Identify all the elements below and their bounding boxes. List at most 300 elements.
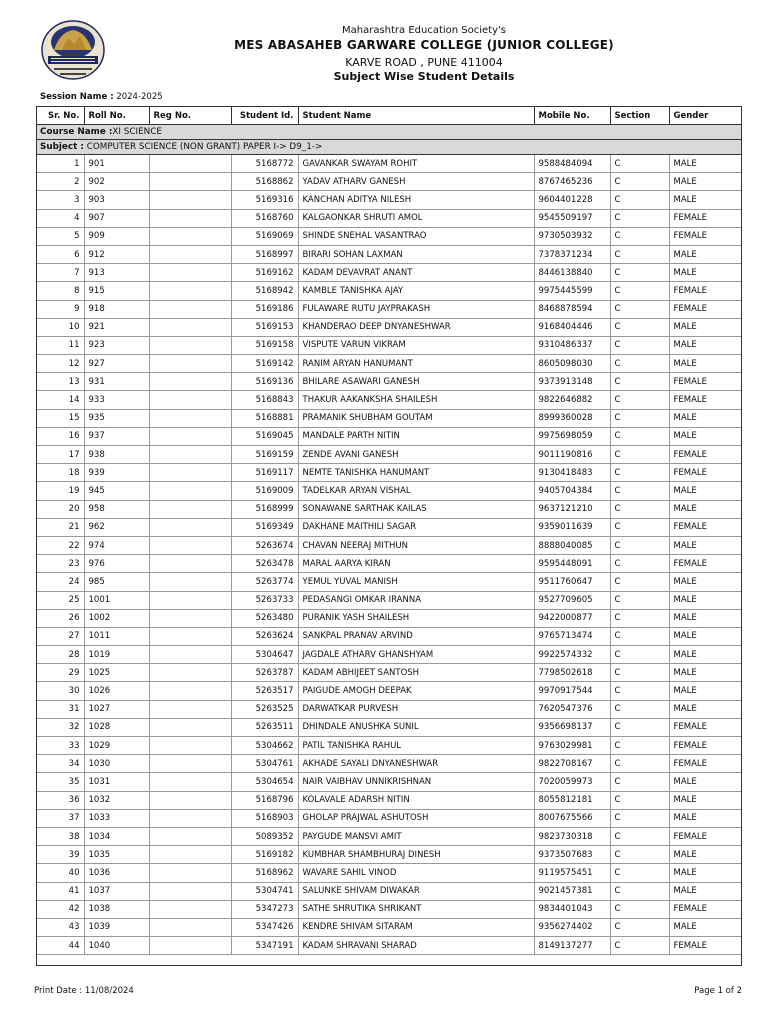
table-row: [37, 536, 741, 554]
roll-no-cell: 913: [84, 264, 149, 282]
student-name-cell: SATHE SHRUTIKA SHRIKANT: [298, 900, 534, 918]
table-row: [37, 482, 741, 500]
mobile-no-cell: 8767465236: [534, 173, 610, 191]
gender-cell: FEMALE: [669, 373, 741, 391]
section-cell: C: [610, 264, 669, 282]
subject-row: [37, 140, 741, 155]
roll-no-cell: 1028: [84, 718, 149, 736]
roll-no-cell: 938: [84, 446, 149, 464]
mobile-no-cell: 8888040085: [534, 536, 610, 554]
roll-no-cell: 1019: [84, 646, 149, 664]
student-id-cell: 5169009: [231, 482, 298, 500]
gender-cell: MALE: [669, 609, 741, 627]
reg-no-cell: [149, 355, 231, 373]
sr-no-cell: 18: [37, 464, 84, 482]
student-name-cell: CHAVAN NEERAJ MITHUN: [298, 536, 534, 554]
table-row: [37, 827, 741, 845]
section-cell: C: [610, 918, 669, 936]
gender-cell: FEMALE: [669, 937, 741, 955]
student-name-cell: KENDRE SHIVAM SITARAM: [298, 918, 534, 936]
student-id-cell: 5263624: [231, 627, 298, 645]
student-name-cell: YADAV ATHARV GANESH: [298, 173, 534, 191]
col-student-name: Student Name: [298, 107, 534, 125]
roll-no-cell: 1011: [84, 627, 149, 645]
gender-cell: FEMALE: [669, 718, 741, 736]
table-row: [37, 264, 741, 282]
gender-cell: MALE: [669, 318, 741, 336]
gender-cell: MALE: [669, 809, 741, 827]
roll-no-cell: 931: [84, 373, 149, 391]
mobile-no-cell: 8446138840: [534, 264, 610, 282]
sr-no-cell: 10: [37, 318, 84, 336]
student-name-cell: KADAM DEVAVRAT ANANT: [298, 264, 534, 282]
gender-cell: MALE: [669, 573, 741, 591]
mobile-no-cell: 9422000877: [534, 609, 610, 627]
sr-no-cell: 33: [37, 737, 84, 755]
mobile-no-cell: 7620547376: [534, 700, 610, 718]
reg-no-cell: [149, 245, 231, 263]
roll-no-cell: 974: [84, 536, 149, 554]
table-row: [37, 682, 741, 700]
gender-cell: MALE: [669, 682, 741, 700]
section-cell: C: [610, 718, 669, 736]
gender-cell: FEMALE: [669, 391, 741, 409]
student-name-cell: ZENDE AVANI GANESH: [298, 446, 534, 464]
reg-no-cell: [149, 718, 231, 736]
sr-no-cell: 37: [37, 809, 84, 827]
mobile-no-cell: 9730503932: [534, 227, 610, 245]
section-cell: C: [610, 937, 669, 955]
gender-cell: MALE: [669, 245, 741, 263]
mobile-no-cell: 8055812181: [534, 791, 610, 809]
sr-no-cell: 8: [37, 282, 84, 300]
student-name-cell: GHOLAP PRAJWAL ASHUTOSH: [298, 809, 534, 827]
student-id-cell: 5168903: [231, 809, 298, 827]
gender-cell: FEMALE: [669, 518, 741, 536]
student-id-cell: 5169162: [231, 264, 298, 282]
student-name-cell: TADELKAR ARYAN VISHAL: [298, 482, 534, 500]
gender-cell: MALE: [669, 536, 741, 554]
section-cell: C: [610, 755, 669, 773]
roll-no-cell: 1027: [84, 700, 149, 718]
table-row: [37, 155, 741, 173]
sr-no-cell: 31: [37, 700, 84, 718]
sr-no-cell: 6: [37, 245, 84, 263]
roll-no-cell: 1029: [84, 737, 149, 755]
mobile-no-cell: 9970917544: [534, 682, 610, 700]
section-cell: C: [610, 336, 669, 354]
table-header-row: [37, 107, 741, 125]
student-id-cell: 5168862: [231, 173, 298, 191]
roll-no-cell: 939: [84, 464, 149, 482]
student-id-cell: 5169349: [231, 518, 298, 536]
mobile-no-cell: 7020059973: [534, 773, 610, 791]
table-row: [37, 755, 741, 773]
reg-no-cell: [149, 737, 231, 755]
student-name-cell: KOLAVALE ADARSH NITIN: [298, 791, 534, 809]
table-row: [37, 646, 741, 664]
student-name-cell: KALGAONKAR SHRUTI AMOL: [298, 209, 534, 227]
student-name-cell: NEMTE TANISHKA HANUMANT: [298, 464, 534, 482]
section-cell: C: [610, 700, 669, 718]
sr-no-cell: 40: [37, 864, 84, 882]
student-id-cell: 5089352: [231, 827, 298, 845]
gender-cell: MALE: [669, 664, 741, 682]
gender-cell: MALE: [669, 355, 741, 373]
gender-cell: FEMALE: [669, 555, 741, 573]
mobile-no-cell: 9975698059: [534, 427, 610, 445]
table-row: [37, 391, 741, 409]
print-date: Print Date : 11/08/2024: [34, 986, 134, 996]
roll-no-cell: 962: [84, 518, 149, 536]
reg-no-cell: [149, 482, 231, 500]
student-id-cell: 5169158: [231, 336, 298, 354]
table-row: [37, 900, 741, 918]
gender-cell: MALE: [669, 882, 741, 900]
section-cell: C: [610, 355, 669, 373]
mobile-no-cell: 9373913148: [534, 373, 610, 391]
section-cell: C: [610, 809, 669, 827]
col-roll-no: Roll No.: [84, 107, 149, 125]
sr-no-cell: 4: [37, 209, 84, 227]
mobile-no-cell: 8007675566: [534, 809, 610, 827]
mobile-no-cell: 8149137277: [534, 937, 610, 955]
reg-no-cell: [149, 827, 231, 845]
gender-cell: MALE: [669, 155, 741, 173]
student-id-cell: 5347273: [231, 900, 298, 918]
student-id-cell: 5347426: [231, 918, 298, 936]
student-name-cell: YEMUL YUVAL MANISH: [298, 573, 534, 591]
student-id-cell: 5168796: [231, 791, 298, 809]
roll-no-cell: 918: [84, 300, 149, 318]
col-sr-no: Sr. No.: [37, 107, 84, 125]
reg-no-cell: [149, 682, 231, 700]
reg-no-cell: [149, 627, 231, 645]
gender-cell: MALE: [669, 191, 741, 209]
table-row: [37, 191, 741, 209]
reg-no-cell: [149, 773, 231, 791]
student-name-cell: DAKHANE MAITHILI SAGAR: [298, 518, 534, 536]
student-id-cell: 5168942: [231, 282, 298, 300]
table-row: [37, 773, 741, 791]
roll-no-cell: 909: [84, 227, 149, 245]
student-id-cell: 5168999: [231, 500, 298, 518]
mobile-no-cell: 8605098030: [534, 355, 610, 373]
table-row: [37, 500, 741, 518]
sr-no-cell: 36: [37, 791, 84, 809]
mobile-no-cell: 9011190816: [534, 446, 610, 464]
roll-no-cell: 1036: [84, 864, 149, 882]
mobile-no-cell: 9356274402: [534, 918, 610, 936]
section-cell: C: [610, 773, 669, 791]
student-id-cell: 5169142: [231, 355, 298, 373]
reg-no-cell: [149, 209, 231, 227]
mobile-no-cell: 7378371234: [534, 245, 610, 263]
mobile-no-cell: 9975445599: [534, 282, 610, 300]
course-value: XI SCIENCE: [112, 127, 162, 137]
student-id-cell: 5263511: [231, 718, 298, 736]
mobile-no-cell: 9373507683: [534, 846, 610, 864]
sr-no-cell: 32: [37, 718, 84, 736]
reg-no-cell: [149, 609, 231, 627]
student-id-cell: 5168772: [231, 155, 298, 173]
mobile-no-cell: 9588484094: [534, 155, 610, 173]
sr-no-cell: 28: [37, 646, 84, 664]
table-row: [37, 227, 741, 245]
section-cell: C: [610, 446, 669, 464]
student-name-cell: FULAWARE RUTU JAYPRAKASH: [298, 300, 534, 318]
table-row: [37, 245, 741, 263]
section-cell: C: [610, 391, 669, 409]
col-student-id: Student Id.: [231, 107, 298, 125]
sr-no-cell: 35: [37, 773, 84, 791]
mobile-no-cell: 9130418483: [534, 464, 610, 482]
gender-cell: MALE: [669, 791, 741, 809]
table-row: [37, 464, 741, 482]
section-cell: C: [610, 500, 669, 518]
reg-no-cell: [149, 464, 231, 482]
gender-cell: FEMALE: [669, 300, 741, 318]
roll-no-cell: 915: [84, 282, 149, 300]
reg-no-cell: [149, 809, 231, 827]
student-id-cell: 5263480: [231, 609, 298, 627]
section-cell: C: [610, 864, 669, 882]
student-id-cell: 5263774: [231, 573, 298, 591]
sr-no-cell: 29: [37, 664, 84, 682]
roll-no-cell: 1033: [84, 809, 149, 827]
sr-no-cell: 27: [37, 627, 84, 645]
reg-no-cell: [149, 864, 231, 882]
table-row: [37, 173, 741, 191]
student-id-cell: 5169136: [231, 373, 298, 391]
col-section: Section: [610, 107, 669, 125]
reg-no-cell: [149, 700, 231, 718]
section-cell: C: [610, 846, 669, 864]
student-name-cell: MARAL AARYA KIRAN: [298, 555, 534, 573]
student-table: [36, 106, 742, 966]
table-row: [37, 573, 741, 591]
session-value: 2024-2025: [116, 92, 163, 102]
mobile-no-cell: 9119575451: [534, 864, 610, 882]
student-id-cell: 5304647: [231, 646, 298, 664]
student-id-cell: 5169182: [231, 846, 298, 864]
section-cell: C: [610, 282, 669, 300]
section-cell: C: [610, 591, 669, 609]
student-name-cell: PATIL TANISHKA RAHUL: [298, 737, 534, 755]
col-gender: Gender: [669, 107, 741, 125]
sr-no-cell: 19: [37, 482, 84, 500]
table-row: [37, 664, 741, 682]
reg-no-cell: [149, 173, 231, 191]
student-name-cell: AKHADE SAYALI DNYANESHWAR: [298, 755, 534, 773]
sr-no-cell: 30: [37, 682, 84, 700]
sr-no-cell: 2: [37, 173, 84, 191]
mobile-no-cell: 9637121210: [534, 500, 610, 518]
gender-cell: FEMALE: [669, 737, 741, 755]
student-name-cell: KHANDERAO DEEP DNYANESHWAR: [298, 318, 534, 336]
student-id-cell: 5169069: [231, 227, 298, 245]
sr-no-cell: 11: [37, 336, 84, 354]
mobile-no-cell: 8468878594: [534, 300, 610, 318]
reg-no-cell: [149, 264, 231, 282]
mobile-no-cell: 9763029981: [534, 737, 610, 755]
page-number: Page 1 of 2: [694, 986, 742, 996]
sr-no-cell: 24: [37, 573, 84, 591]
table-row: [37, 791, 741, 809]
section-cell: C: [610, 536, 669, 554]
mobile-no-cell: 9021457381: [534, 882, 610, 900]
sr-no-cell: 12: [37, 355, 84, 373]
roll-no-cell: 1030: [84, 755, 149, 773]
roll-no-cell: 1002: [84, 609, 149, 627]
section-cell: C: [610, 900, 669, 918]
section-cell: C: [610, 518, 669, 536]
society-name: Maharashtra Education Society's: [341, 25, 506, 36]
roll-no-cell: 945: [84, 482, 149, 500]
section-cell: C: [610, 173, 669, 191]
gender-cell: MALE: [669, 646, 741, 664]
student-name-cell: PURANIK YASH SHAILESH: [298, 609, 534, 627]
table-row: [37, 718, 741, 736]
table-row: [37, 446, 741, 464]
student-id-cell: 5263787: [231, 664, 298, 682]
session-line: [40, 92, 163, 102]
section-cell: C: [610, 300, 669, 318]
student-name-cell: VISPUTE VARUN VIKRAM: [298, 336, 534, 354]
gender-cell: FEMALE: [669, 464, 741, 482]
reg-no-cell: [149, 882, 231, 900]
mobile-no-cell: 9595448091: [534, 555, 610, 573]
sr-no-cell: 23: [37, 555, 84, 573]
reg-no-cell: [149, 391, 231, 409]
section-cell: C: [610, 609, 669, 627]
reg-no-cell: [149, 555, 231, 573]
student-name-cell: KADAM ABHIJEET SANTOSH: [298, 664, 534, 682]
table-row: [37, 409, 741, 427]
gender-cell: MALE: [669, 627, 741, 645]
sr-no-cell: 14: [37, 391, 84, 409]
roll-no-cell: 935: [84, 409, 149, 427]
table-row: [37, 609, 741, 627]
mobile-no-cell: 9359011639: [534, 518, 610, 536]
student-name-cell: KADAM SHRAVANI SHARAD: [298, 937, 534, 955]
section-cell: C: [610, 882, 669, 900]
student-id-cell: 5263478: [231, 555, 298, 573]
section-cell: C: [610, 682, 669, 700]
section-cell: C: [610, 737, 669, 755]
student-id-cell: 5168962: [231, 864, 298, 882]
student-id-cell: 5169186: [231, 300, 298, 318]
table-row: [37, 937, 741, 955]
course-label: Course Name :: [40, 127, 113, 137]
gender-cell: FEMALE: [669, 282, 741, 300]
student-name-cell: DARWATKAR PURVESH: [298, 700, 534, 718]
mobile-no-cell: 9765713474: [534, 627, 610, 645]
sr-no-cell: 20: [37, 500, 84, 518]
section-cell: C: [610, 827, 669, 845]
reg-no-cell: [149, 664, 231, 682]
reg-no-cell: [149, 427, 231, 445]
roll-no-cell: 1025: [84, 664, 149, 682]
gender-cell: FEMALE: [669, 209, 741, 227]
sr-no-cell: 13: [37, 373, 84, 391]
student-id-cell: 5168881: [231, 409, 298, 427]
student-name-cell: THAKUR AAKANKSHA SHAILESH: [298, 391, 534, 409]
student-id-cell: 5304654: [231, 773, 298, 791]
gender-cell: MALE: [669, 846, 741, 864]
sr-no-cell: 41: [37, 882, 84, 900]
roll-no-cell: 1035: [84, 846, 149, 864]
mobile-no-cell: 9405704384: [534, 482, 610, 500]
student-id-cell: 5304662: [231, 737, 298, 755]
roll-no-cell: 912: [84, 245, 149, 263]
gender-cell: MALE: [669, 864, 741, 882]
gender-cell: MALE: [669, 918, 741, 936]
roll-no-cell: 903: [84, 191, 149, 209]
student-name-cell: KUMBHAR SHAMBHURAJ DINESH: [298, 846, 534, 864]
mobile-no-cell: 9604401228: [534, 191, 610, 209]
reg-no-cell: [149, 536, 231, 554]
roll-no-cell: 1032: [84, 791, 149, 809]
reg-no-cell: [149, 755, 231, 773]
table-row: [37, 918, 741, 936]
roll-no-cell: 985: [84, 573, 149, 591]
sr-no-cell: 15: [37, 409, 84, 427]
table-row: [37, 282, 741, 300]
sr-no-cell: 3: [37, 191, 84, 209]
section-cell: C: [610, 482, 669, 500]
section-cell: C: [610, 791, 669, 809]
student-id-cell: 5169117: [231, 464, 298, 482]
student-name-cell: NAIR VAIBHAV UNNIKRISHNAN: [298, 773, 534, 791]
mobile-no-cell: 9822646882: [534, 391, 610, 409]
mobile-no-cell: 9834401043: [534, 900, 610, 918]
roll-no-cell: 933: [84, 391, 149, 409]
table-row: [37, 627, 741, 645]
reg-no-cell: [149, 300, 231, 318]
reg-no-cell: [149, 846, 231, 864]
table-row: [37, 336, 741, 354]
subject-label: Subject :: [40, 142, 84, 152]
roll-no-cell: 902: [84, 173, 149, 191]
reg-no-cell: [149, 191, 231, 209]
mobile-no-cell: 8999360028: [534, 409, 610, 427]
sr-no-cell: 9: [37, 300, 84, 318]
section-cell: C: [610, 155, 669, 173]
gender-cell: FEMALE: [669, 227, 741, 245]
reg-no-cell: [149, 318, 231, 336]
student-id-cell: 5263517: [231, 682, 298, 700]
sr-no-cell: 16: [37, 427, 84, 445]
college-address: KARVE ROAD , PUNE 411004: [345, 56, 503, 69]
roll-no-cell: 1031: [84, 773, 149, 791]
reg-no-cell: [149, 500, 231, 518]
section-cell: C: [610, 573, 669, 591]
reg-no-cell: [149, 791, 231, 809]
roll-no-cell: 1037: [84, 882, 149, 900]
mobile-no-cell: 9822708167: [534, 755, 610, 773]
student-name-cell: BIRARI SOHAN LAXMAN: [298, 245, 534, 263]
roll-no-cell: 976: [84, 555, 149, 573]
table-row: [37, 518, 741, 536]
student-name-cell: KAMBLE TANISHKA AJAY: [298, 282, 534, 300]
section-cell: C: [610, 209, 669, 227]
reg-no-cell: [149, 409, 231, 427]
report-title: Subject Wise Student Details: [333, 70, 515, 83]
reg-no-cell: [149, 646, 231, 664]
reg-no-cell: [149, 918, 231, 936]
roll-no-cell: 1034: [84, 827, 149, 845]
